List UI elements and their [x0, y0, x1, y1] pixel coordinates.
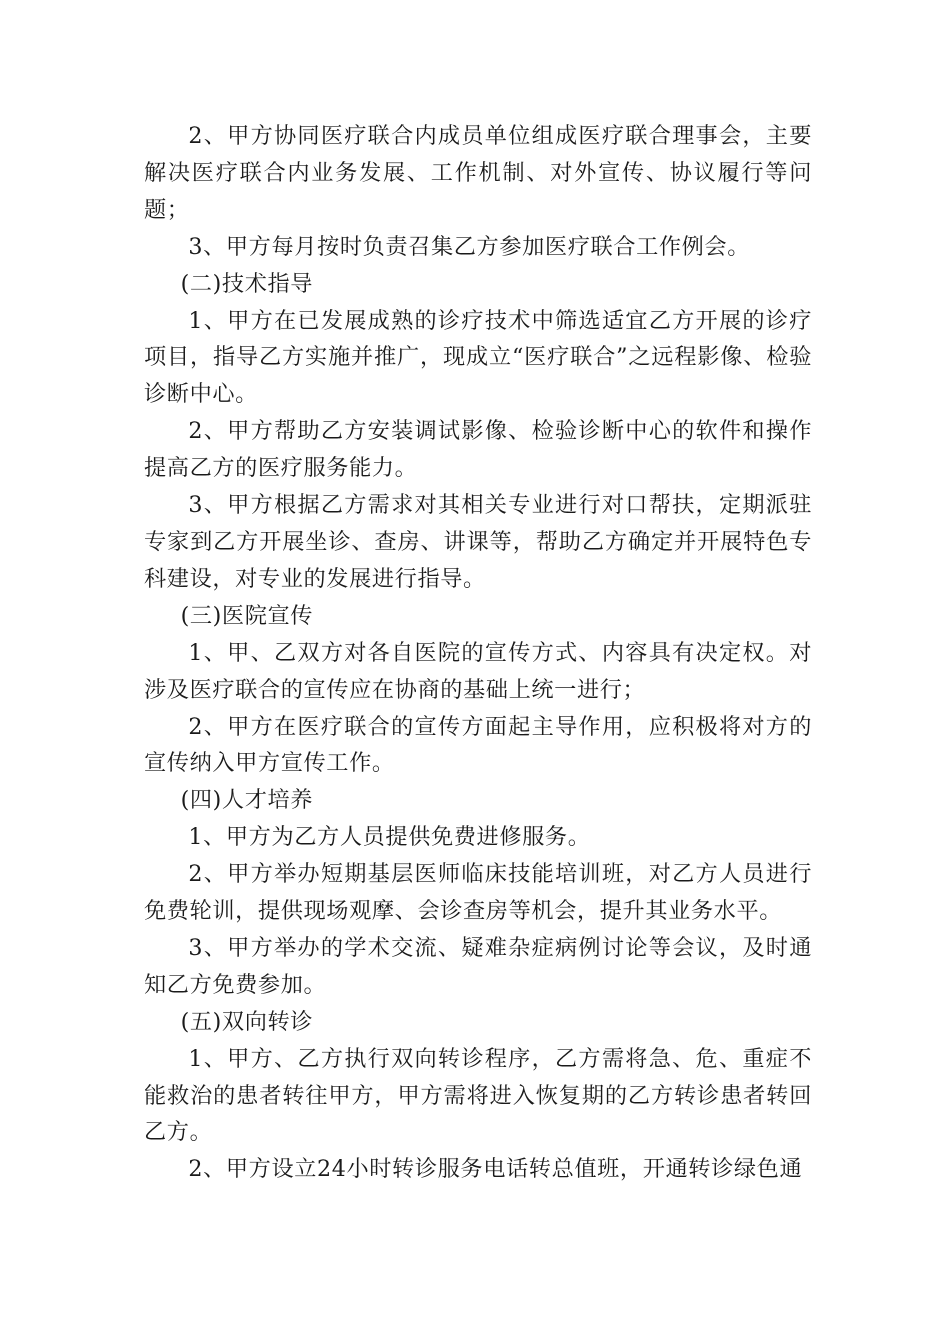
paragraph: 3、甲方举办的学术交流、疑难杂症病例讨论等会议，及时通知乙方免费参加。 — [144, 934, 812, 998]
section-heading: (二)技术指导 — [180, 270, 314, 297]
paragraph: 1、甲方在已发展成熟的诊疗技术中筛选适宜乙方开展的诊疗项目，指导乙方实施并推广，现成立“医疗联合”之远程影像、检验诊断中心。 — [144, 307, 812, 408]
document-page — [144, 118, 812, 1188]
section-heading: (五)双向转诊 — [180, 1008, 314, 1035]
section-heading: (四)人才培养 — [180, 787, 314, 814]
paragraph: 2、甲方设立24小时转诊服务电话转总值班，开通转诊绿色通 — [188, 1156, 803, 1183]
paragraph: 1、甲方为乙方人员提供免费进修服务。 — [188, 824, 591, 851]
section-heading: (三)医院宣传 — [180, 602, 314, 629]
paragraph: 3、甲方每月按时负责召集乙方参加医疗联合工作例会。 — [188, 233, 751, 260]
paragraph: 2、甲方举办短期基层医师临床技能培训班，对乙方人员进行免费轮训，提供现场观摩、会诊查房等机会，提升其业务水平。 — [144, 861, 812, 925]
paragraph: 3、甲方根据乙方需求对其相关专业进行对口帮扶，定期派驻专家到乙方开展坐诊、查房、讲课等，帮助乙方确定并开展特色专科建设，对专业的发展进行指导。 — [144, 492, 812, 592]
paragraph: 2、甲方协同医疗联合内成员单位组成医疗联合理事会，主要解决医疗联合内业务发展、工作机制、对外宣传、协议履行等问题； — [144, 123, 812, 223]
paragraph: 1、甲方、乙方执行双向转诊程序，乙方需将急、危、重症不能救治的患者转往甲方，甲方需将进入恢复期的乙方转诊患者转回乙方。 — [144, 1045, 812, 1146]
paragraph: 2、甲方在医疗联合的宣传方面起主导作用，应积极将对方的宣传纳入甲方宣传工作。 — [144, 713, 812, 777]
paragraph: 2、甲方帮助乙方安装调试影像、检验诊断中心的软件和操作提高乙方的医疗服务能力。 — [144, 418, 812, 482]
paragraph: 1、甲、乙双方对各自医院的宣传方式、内容具有决定权。对涉及医疗联合的宣传应在协商的基础上统一进行； — [144, 639, 812, 703]
